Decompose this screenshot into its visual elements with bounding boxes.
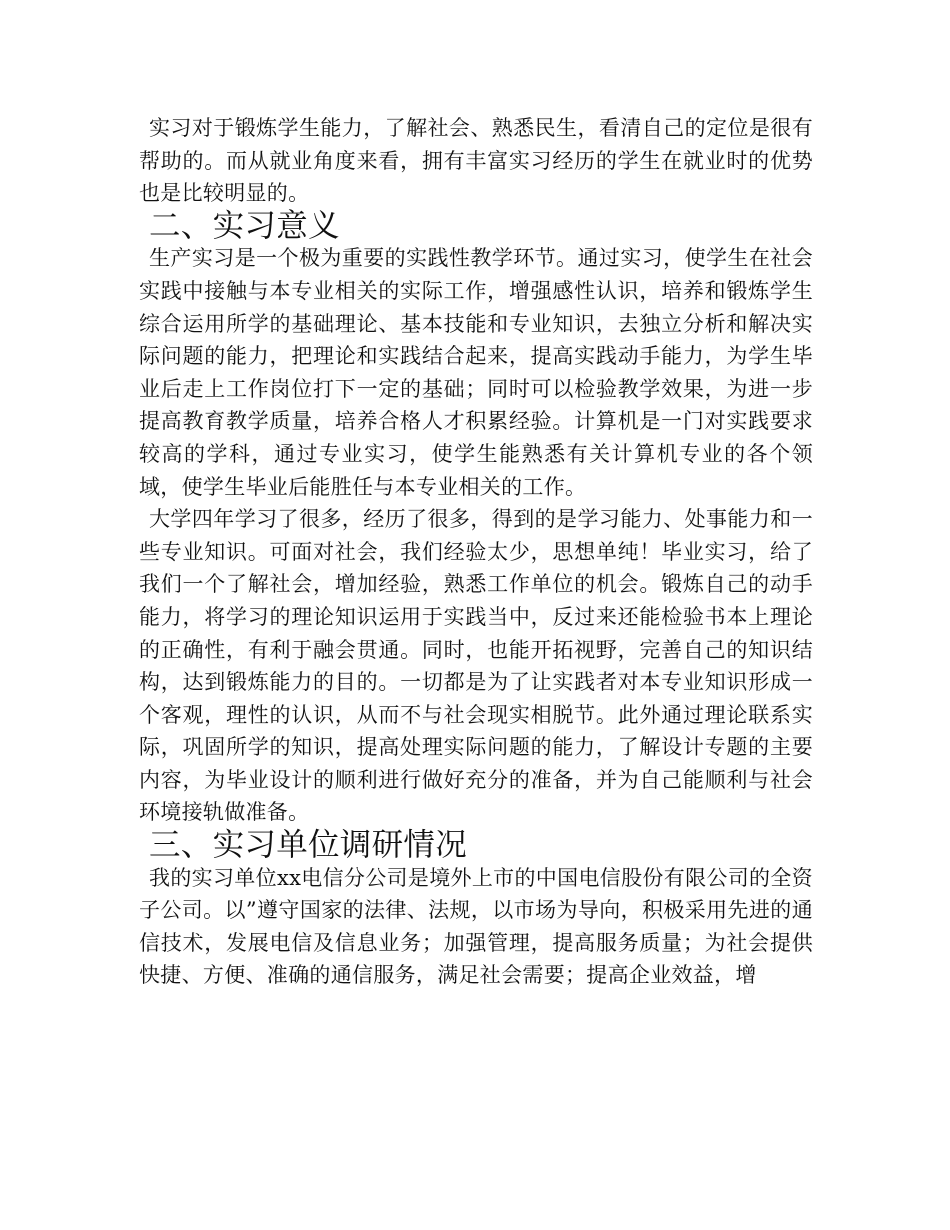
paragraph-intro: 实习对于锻炼学生能力，了解社会、熟悉民生，看清自己的定位是很有帮助的。而从就业角度来看，拥有丰富实习经历的学生在就业时的优势也是比较明显的。 — [139, 116, 813, 206]
document-body — [139, 112, 813, 992]
section-heading-research: 三、实习单位调研情况 — [149, 827, 468, 864]
section-heading-significance: 二、实习意义 — [149, 207, 340, 244]
paragraph-university-years: 大学四年学习了很多，经历了很多，得到的是学习能力、处事能力和一些专业知识。可面对社会，我们经验太少，思想单纯！毕业实习，给了我们一个了解社会，增加经验，熟悉工作单位的机会。锻炼自己的动手能力，将学习的理论知识运用于实践当中，反过来还能检验书本上理论的正确性，有利于融会贯通。同时，也能开拓视野，完善自己的知识结构，达到锻炼能力的目的。一切都是为了让实践者对本专业知识形成一个客观，理性的认识，从而不与社会现实相脱节。此外通过理论联系实际，巩固所学的知识，提高处理实际问题的能力，了解设计专题的主要内容，为毕业设计的顺利进行做好充分的准备，并为自己能顺利与社会环境接轨做准备。 — [139, 507, 813, 825]
paragraph-internship-unit: 我的实习单位xx电信分公司是境外上市的中国电信股份有限公司的全资子公司。以”遵守国家的法律、法规，以市场为导向，积极采用先进的通信技术，发展电信及信息业务；加强管理，提高服务质量；为社会提供快捷、方便、准确的通信服务，满足社会需要；提高企业效益，增 — [139, 865, 813, 988]
paragraph-production-internship: 生产实习是一个极为重要的实践性教学环节。通过实习，使学生在社会实践中接触与本专业相关的实际工作，增强感性认识，培养和锻炼学生综合运用所学的基础理论、基本技能和专业知识，去独立分析和解决实际问题的能力，把理论和实践结合起来，提高实践动手能力，为学生毕业后走上工作岗位打下一定的基础；同时可以检验教学效果，为进一步提高教育教学质量，培养合格人才积累经验。计算机是一门对实践要求较高的学科，通过专业实习，使学生能熟悉有关计算机专业的各个领域，使学生毕业后能胜任与本专业相关的工作。 — [139, 246, 813, 499]
